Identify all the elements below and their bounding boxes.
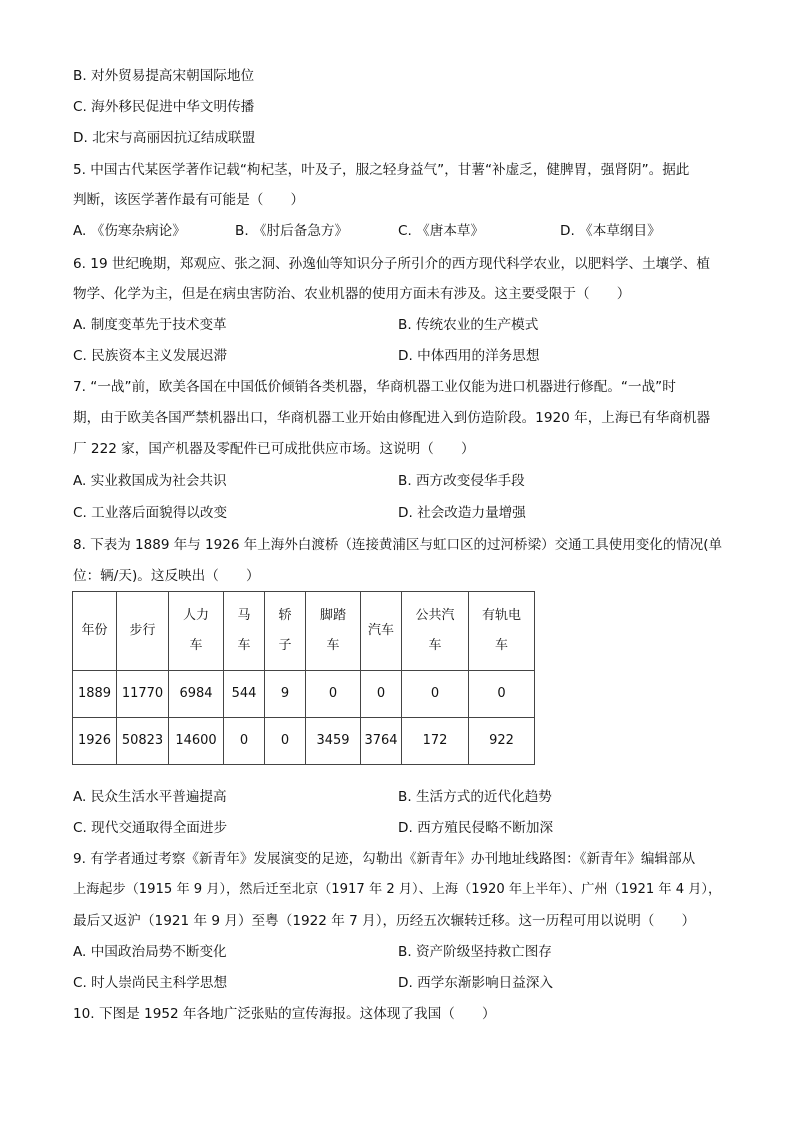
table-cell: 3764 [361,718,402,765]
traffic-table [72,591,535,765]
table-cell: 14600 [169,718,224,765]
header-sedan-chair: 轿 子 [265,592,306,671]
q7-option-d: D. 社会改造力量增强 [398,505,526,521]
q6-stem-line2: 物学、化学为主，但是在病虫害防治、农业机器的使用方面未有涉及。这主要受限于（ ） [73,286,631,302]
q4-option-b: B. 对外贸易提高宋朝国际地位 [73,68,255,84]
q4-option-c: C. 海外移民促进中华文明传播 [73,99,255,115]
q7-stem-line2: 期，由于欧美各国严禁机器出口，华商机器工业开始由修配进入到仿造阶段。1920 年，上海已有华商机器 [73,410,711,426]
q9-option-d: D. 西学东渐影响日益深入 [398,975,554,991]
q8-option-b: B. 生活方式的近代化趋势 [398,789,552,805]
table-cell: 172 [402,718,469,765]
table-cell: 0 [306,671,361,718]
q6-option-a: A. 制度变革先于技术变革 [73,317,227,333]
table-header-row [73,592,535,671]
q6-option-c: C. 民族资本主义发展迟滞 [73,348,228,364]
q5-stem-line1: 5. 中国古代某医学著作记载“枸杞茎，叶及子，服之轻身益气”，甘薯“补虚乏，健脾胃，强肾阴”。据此 [73,162,690,178]
header-tram: 有轨电 车 [469,592,535,671]
q9-option-b: B. 资产阶级坚持救亡图存 [398,944,552,960]
q8-option-d: D. 西方殖民侵略不断加深 [398,820,554,836]
header-bus: 公共汽 车 [402,592,469,671]
table-row [73,671,535,718]
table-cell: 922 [469,718,535,765]
header-year: 年份 [73,592,117,671]
q10-stem-line1: 10. 下图是 1952 年各地广泛张贴的宣传海报。这体现了我国（ ） [73,1006,496,1022]
header-car: 汽车 [361,592,402,671]
q8-option-a: A. 民众生活水平普遍提高 [73,789,227,805]
q5-option-b: B. 《肘后备急方》 [235,223,349,239]
q9-stem-line3: 最后又返沪（1921 年 9 月）至粤（1922 年 7 月），历经五次辗转迁移。这一历程可用以说明（ ） [73,913,696,929]
q7-option-b: B. 西方改变侵华手段 [398,473,525,489]
table-cell: 1926 [73,718,117,765]
q5-option-c: C. 《唐本草》 [398,223,485,239]
table-cell: 544 [224,671,265,718]
table-cell: 3459 [306,718,361,765]
table-cell: 1889 [73,671,117,718]
q4-option-d: D. 北宋与高丽因抗辽结成联盟 [73,130,256,146]
q7-stem-line1: 7. “一战”前，欧美各国在中国低价倾销各类机器，华商机器工业仅能为进口机器进行修配。“一战”时 [73,379,676,395]
q6-option-b: B. 传统农业的生产模式 [398,317,539,333]
table-cell: 0 [361,671,402,718]
q8-stem-line1: 8. 下表为 1889 年与 1926 年上海外白渡桥（连接黄浦区与虹口区的过河桥梁）交通工具使用变化的情况(单 [73,537,723,553]
header-bicycle: 脚踏 车 [306,592,361,671]
table-cell: 6984 [169,671,224,718]
table-cell: 0 [265,718,306,765]
table-row [73,718,535,765]
table-cell: 9 [265,671,306,718]
q8-option-c: C. 现代交通取得全面进步 [73,820,228,836]
q8-stem-line2: 位：辆/天)。这反映出（ ） [73,568,260,584]
table-cell: 50823 [117,718,169,765]
q6-stem-line1: 6. 19 世纪晚期，郑观应、张之洞、孙逸仙等知识分子所引介的西方现代科学农业，以肥料学、土壤学、植 [73,256,711,272]
q7-stem-line3: 厂 222 家，国产机器及零配件已可成批供应市场。这说明（ ） [73,441,475,457]
q9-stem-line1: 9. 有学者通过考察《新青年》发展演变的足迹，勾勒出《新青年》办刊地址线路图：《新青年》编辑部从 [73,851,696,867]
q9-option-a: A. 中国政治局势不断变化 [73,944,227,960]
q9-stem-line2: 上海起步（1915 年 9 月），然后迁至北京（1917 年 2 月）、上海（1920 年上半年）、广州（1921 年 4 月）， [73,882,722,897]
q7-option-a: A. 实业救国成为社会共识 [73,473,227,489]
table-cell: 0 [469,671,535,718]
q7-option-c: C. 工业落后面貌得以改变 [73,505,228,521]
table-cell: 0 [224,718,265,765]
header-rickshaw: 人力 车 [169,592,224,671]
table-cell: 0 [402,671,469,718]
q5-stem-line2: 判断，该医学著作最有可能是（ ） [73,192,305,208]
q5-option-a: A. 《伤寒杂病论》 [73,223,186,239]
q6-option-d: D. 中体西用的洋务思想 [398,348,540,364]
q5-option-d: D. 《本草纲目》 [560,223,661,239]
table-cell: 11770 [117,671,169,718]
header-horse-cart: 马 车 [224,592,265,671]
q9-option-c: C. 时人崇尚民主科学思想 [73,975,228,991]
header-walking: 步行 [117,592,169,671]
